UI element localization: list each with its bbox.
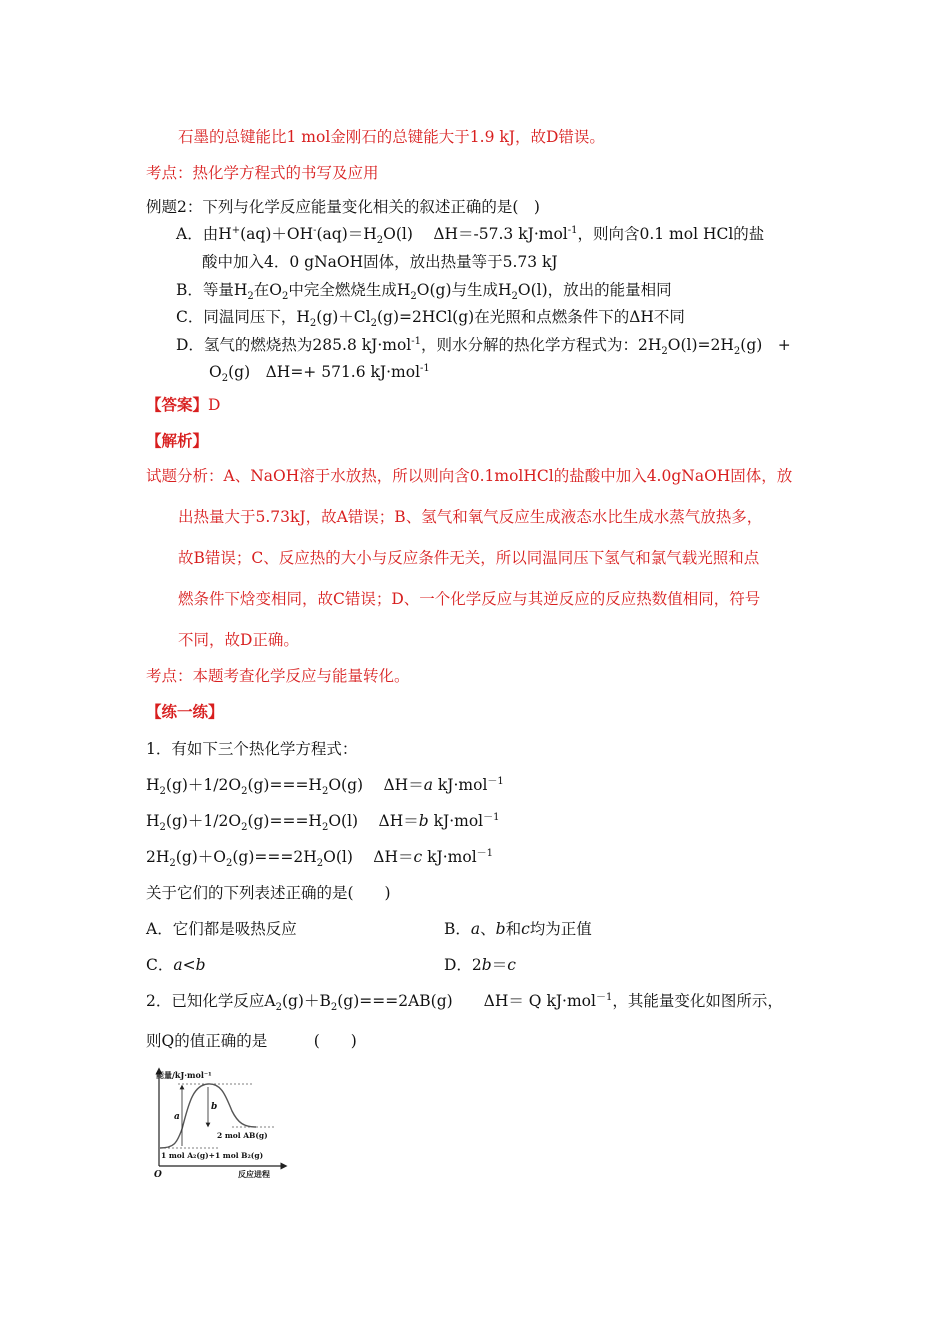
answer-label: 【答案】: [146, 395, 209, 414]
q1-equation-1: $H_2(g)+1/2O_2(g)===H_2O(g)$ ΔH＝a kJ·mol$^{-1}$: [146, 775, 504, 798]
analysis-line: 燃条件下焓变相同，故C错误；D、一个化学反应与其逆反应的反应热数值相同，符号: [178, 590, 761, 608]
x-axis-label: 反应进程: [238, 1169, 270, 1179]
analysis-line: 故B错误；C、反应热的大小与反应条件无关，所以同温同压下氢气和氯气载光照和点: [178, 549, 760, 567]
example2-stem: 例题2：下列与化学反应能量变化相关的叙述正确的是( ): [146, 198, 540, 216]
reactant-label: 1 mol A₂(g)+1 mol B₂(g): [161, 1151, 264, 1160]
paragraph-graphite: 石墨的总键能比1 mol金刚石的总键能大于1.9 kJ，故D错误。: [178, 128, 605, 146]
q1-option-c: C．a<b: [146, 956, 206, 974]
answer-value: D: [208, 396, 221, 414]
q1-option-b: B．a、b和c均为正值: [444, 920, 592, 938]
analysis-line: 不同，故D正确。: [178, 631, 299, 649]
q1-equation-3: $2H_2(g)+O_2(g)===2H_2O(l)$ ΔH＝c kJ·mol$^{-1}$: [146, 847, 494, 870]
q2-line2: 则Q的值正确的是 ( ): [146, 1032, 357, 1050]
q1-stem: 1．有如下三个热化学方程式：: [146, 740, 358, 758]
analysis-label: 【解析】: [146, 431, 209, 450]
q1-option-a: A．它们都是吸热反应: [146, 920, 297, 938]
practice-label: 【练一练】: [146, 702, 224, 721]
q1-question: 关于它们的下列表述正确的是( ): [146, 884, 391, 902]
product-label: 2 mol AB(g): [217, 1131, 268, 1140]
energy-diagram: [152, 1067, 292, 1182]
option-a-line1: A．由$H^+(aq)+OH^-(aq)=H_2O(l)$ ΔH＝-57.3 kJ·mol$^{-1}$，则向含0.1 mol HCl的盐: [176, 224, 765, 247]
origin-label: O: [154, 1170, 162, 1180]
kaodian-1: 考点：热化学方程式的书写及应用: [146, 164, 379, 182]
option-c: C．同温同压下，$H_2(g)+Cl_2(g)=2HCl(g)$在光照和点燃条件下的ΔH不同: [176, 308, 685, 330]
y-axis-label: 能量/kJ·mol⁻¹: [156, 1070, 212, 1080]
option-a-line2: 酸中加入4．0 gNaOH固体，放出热量等于5.73 kJ: [202, 253, 558, 271]
q1-equation-2: $H_2(g)+1/2O_2(g)===H_2O(l)$ ΔH＝b kJ·mol$^{-1}$: [146, 811, 500, 834]
option-d-line1: D．氢气的燃烧热为285.8 kJ·mol$^{-1}$，则水分解的热化学方程式为：$2H_2O(l)=2H_2(g)$ +: [176, 335, 791, 358]
kaodian-2: 考点：本题考查化学反应与能量转化。: [146, 667, 410, 685]
analysis-line: 出热量大于5.73kJ，故A错误；B、氢气和氧气反应生成液态水比生成水蒸气放热多，: [178, 508, 763, 526]
q2-line1: 2．已知化学反应$A_2(g)+B_2(g)===2AB(g)$ ΔH＝ Q kJ·mol$^{-1}$，其能量变化如图所示，: [146, 991, 783, 1014]
analysis-line: 试题分析：A、NaOH溶于水放热，所以则向含0.1molHCl的盐酸中加入4.0gNaOH固体，放: [146, 467, 793, 485]
answer: [146, 395, 220, 415]
label-b: b: [211, 1102, 218, 1112]
option-b: B．等量$H_2$在$O_2$中完全燃烧生成$H_2O(g)$与生成$H_2O(l)$，放出的能量相同: [176, 281, 672, 303]
q1-option-d: D．2b＝c: [444, 956, 516, 974]
option-d-line2: $O_2(g)$ ΔH=+ 571.6 kJ·mol$^{-1}$: [209, 362, 430, 385]
label-a: a: [174, 1112, 180, 1122]
